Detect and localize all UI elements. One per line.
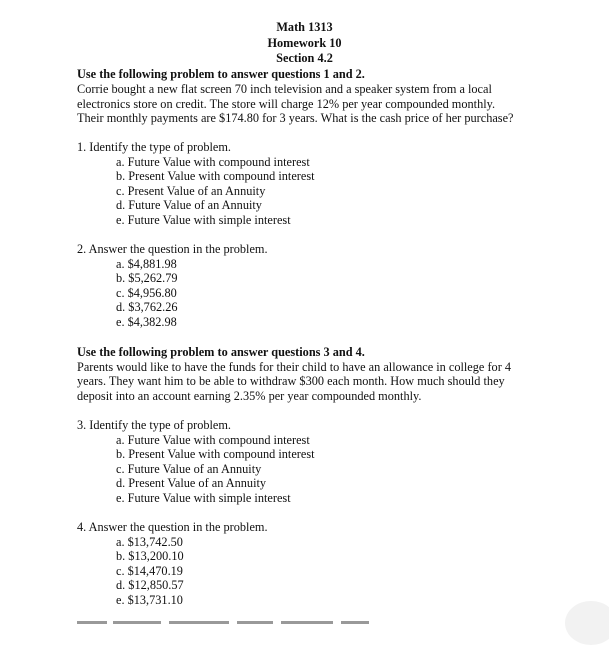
q1-option-c: c. Present Value of an Annuity <box>116 184 266 198</box>
q1-option-e: e. Future Value with simple interest <box>116 213 291 227</box>
q3-option-b: b. Present Value with compound interest <box>116 447 315 461</box>
q4-option-c: c. $14,470.19 <box>116 564 183 578</box>
problem2-line: Parents would like to have the funds for their child to have an allowance in college for 4 <box>77 360 512 374</box>
q2-option-e: e. $4,382.98 <box>116 315 177 329</box>
q4-prompt: 4. Answer the question in the problem. <box>77 520 268 534</box>
q3-option-d: d. Present Value of an Annuity <box>116 476 267 490</box>
problem2-line: deposit into an account earning 2.35% per year compounded monthly. <box>77 389 422 403</box>
q2-option-a: a. $4,881.98 <box>116 257 177 271</box>
q4-option-b: b. $13,200.10 <box>116 549 184 563</box>
q3-option-e: e. Future Value with simple interest <box>116 491 291 505</box>
q4-option-e: e. $13,731.10 <box>116 593 183 607</box>
scroll-corner[interactable] <box>565 601 609 645</box>
q1-option-b: b. Present Value with compound interest <box>116 169 315 183</box>
q3-prompt: 3. Identify the type of problem. <box>77 418 232 432</box>
q1-option-d: d. Future Value of an Annuity <box>116 198 262 212</box>
problem1-line: electronics store on credit. The store will charge 12% per year compounded monthly. <box>77 97 496 111</box>
q1-option-a: a. Future Value with compound interest <box>116 155 310 169</box>
q3-option-c: c. Future Value of an Annuity <box>116 462 262 476</box>
problem1-line: Their monthly payments are $174.80 for 3 years. What is the cash price of her purchase? <box>77 111 514 125</box>
q2-option-b: b. $5,262.79 <box>116 271 178 285</box>
q2-option-c: c. $4,956.80 <box>116 286 177 300</box>
homework-title: Homework 10 <box>267 36 342 50</box>
q3-option-a: a. Future Value with compound interest <box>116 433 310 447</box>
q2-prompt: 2. Answer the question in the problem. <box>77 242 268 256</box>
problem2-heading: Use the following problem to answer questions 3 and 4. <box>77 345 365 359</box>
q1-prompt: 1. Identify the type of problem. <box>77 140 232 154</box>
clipped-next-line <box>77 617 517 627</box>
course-title: Math 1313 <box>276 20 333 34</box>
problem2-line: years. They want him to be able to withdraw $300 each month. How much should they <box>77 374 505 388</box>
section-title: Section 4.2 <box>276 51 333 65</box>
problem1-heading: Use the following problem to answer questions 1 and 2. <box>77 67 365 81</box>
problem1-line: Corrie bought a new flat screen 70 inch television and a speaker system from a local <box>77 82 492 96</box>
q4-option-d: d. $12,850.57 <box>116 578 184 592</box>
q2-option-d: d. $3,762.26 <box>116 300 178 314</box>
q4-option-a: a. $13,742.50 <box>116 535 183 549</box>
